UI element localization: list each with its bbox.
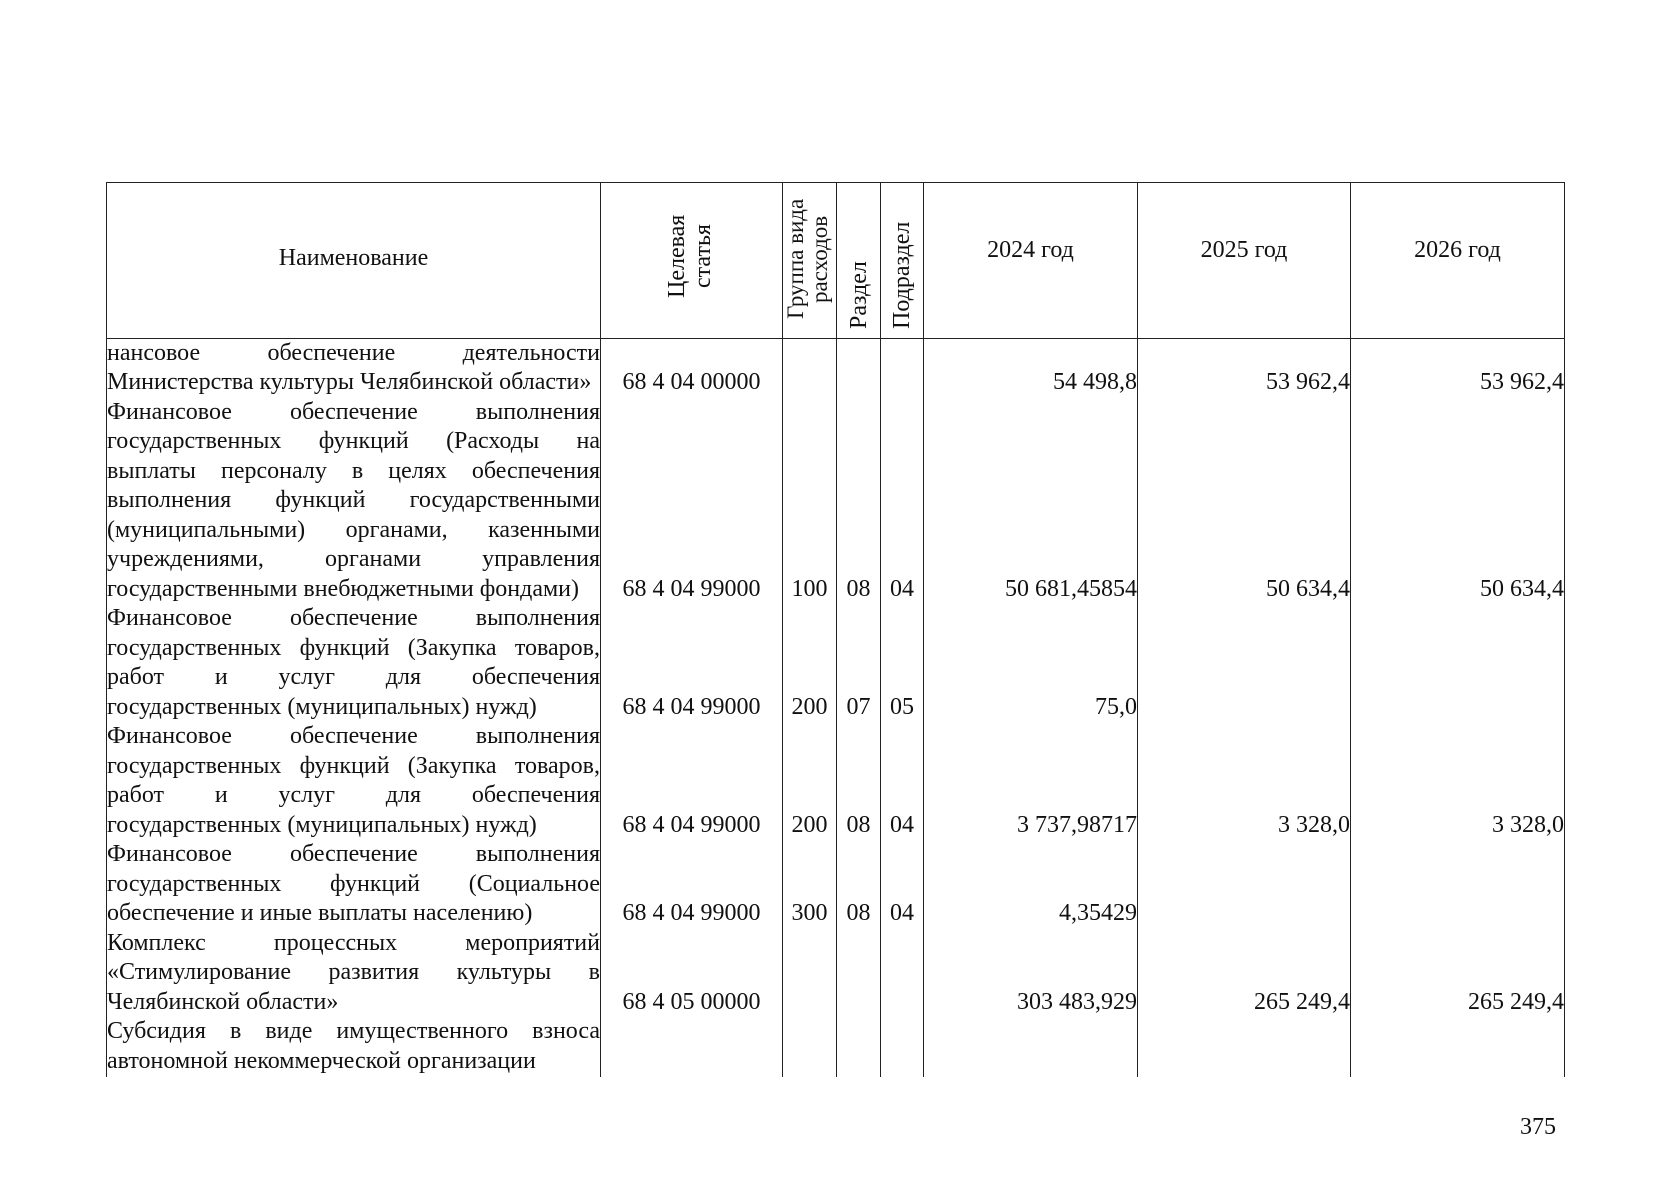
row-2024 [924,1017,1138,1077]
table-row [107,398,1565,605]
row-subsection: 04 [881,722,924,840]
row-group: 200 [783,722,837,840]
row-target: 68 4 05 00000 [601,929,783,1018]
row-target: 68 4 04 00000 [601,338,783,398]
row-2026: 265 249,4 [1351,929,1565,1018]
header-2024: 2024 год [924,183,1138,339]
row-2025: 53 962,4 [1138,338,1351,398]
budget-table [106,182,1565,1077]
table-row [107,604,1565,722]
row-2025 [1138,1017,1351,1077]
row-target: 68 4 04 99000 [601,398,783,605]
row-group: 300 [783,840,837,929]
row-name: Финансовое обеспечение выполнения государственных функций (Расходы на выплаты персоналу в целях обеспечения выполнения функций государственными (муниципальными) органами, казенными учреждениями, органами управления государственными внебюджетными фондами) [107,398,601,605]
header-section: Раздел [837,183,881,339]
row-subsection [881,929,924,1018]
row-target: 68 4 04 99000 [601,722,783,840]
row-section [837,1017,881,1077]
table-header [107,183,1565,339]
row-subsection: 05 [881,604,924,722]
table-row [107,929,1565,1018]
table-body [107,338,1565,1077]
header-name: Наименование [107,183,601,339]
row-2024: 54 498,8 [924,338,1138,398]
row-2025: 3 328,0 [1138,722,1351,840]
row-group [783,1017,837,1077]
row-group: 100 [783,398,837,605]
header-expense-group: Группа вида расходов [783,183,837,339]
row-name: Финансовое обеспечение выполнения государственных функций (Социальное обеспечение и иные выплаты населению) [107,840,601,929]
page-number: 375 [1520,1114,1556,1140]
row-2025: 50 634,4 [1138,398,1351,605]
row-2026 [1351,1017,1565,1077]
row-name: нансовое обеспечение деятельности Министерства культуры Челябинской области» [107,338,601,398]
row-2026: 50 634,4 [1351,398,1565,605]
header-subsection: Подраздел [881,183,924,339]
table-row [107,722,1565,840]
row-subsection [881,338,924,398]
row-target [601,1017,783,1077]
row-2025: 265 249,4 [1138,929,1351,1018]
row-subsection: 04 [881,398,924,605]
header-2025: 2025 год [1138,183,1351,339]
header-target-article: Целевая статья [601,183,783,339]
row-section [837,338,881,398]
row-section: 08 [837,722,881,840]
row-2026: 53 962,4 [1351,338,1565,398]
row-group [783,338,837,398]
row-name: Субсидия в виде имущественного взноса автономной некоммерческой организации [107,1017,601,1077]
row-target: 68 4 04 99000 [601,604,783,722]
row-subsection [881,1017,924,1077]
row-group [783,929,837,1018]
table-row [107,338,1565,398]
row-2025 [1138,604,1351,722]
row-2025 [1138,840,1351,929]
row-2024: 4,35429 [924,840,1138,929]
row-target: 68 4 04 99000 [601,840,783,929]
row-section: 07 [837,604,881,722]
row-2026 [1351,604,1565,722]
row-section [837,929,881,1018]
row-2026 [1351,840,1565,929]
table-row [107,1017,1565,1077]
table-row [107,840,1565,929]
row-2024: 75,0 [924,604,1138,722]
row-2024: 303 483,929 [924,929,1138,1018]
row-2024: 50 681,45854 [924,398,1138,605]
row-subsection: 04 [881,840,924,929]
header-2026: 2026 год [1351,183,1565,339]
row-2024: 3 737,98717 [924,722,1138,840]
row-section: 08 [837,840,881,929]
row-group: 200 [783,604,837,722]
row-2026: 3 328,0 [1351,722,1565,840]
row-name: Комплекс процессных мероприятий «Стимулирование развития культуры в Челябинской области» [107,929,601,1018]
row-name: Финансовое обеспечение выполнения государственных функций (Закупка товаров, работ и услуг для обеспечения государственных (муниципальных) нужд) [107,722,601,840]
row-section: 08 [837,398,881,605]
row-name: Финансовое обеспечение выполнения государственных функций (Закупка товаров, работ и услуг для обеспечения государственных (муниципальных) нужд) [107,604,601,722]
